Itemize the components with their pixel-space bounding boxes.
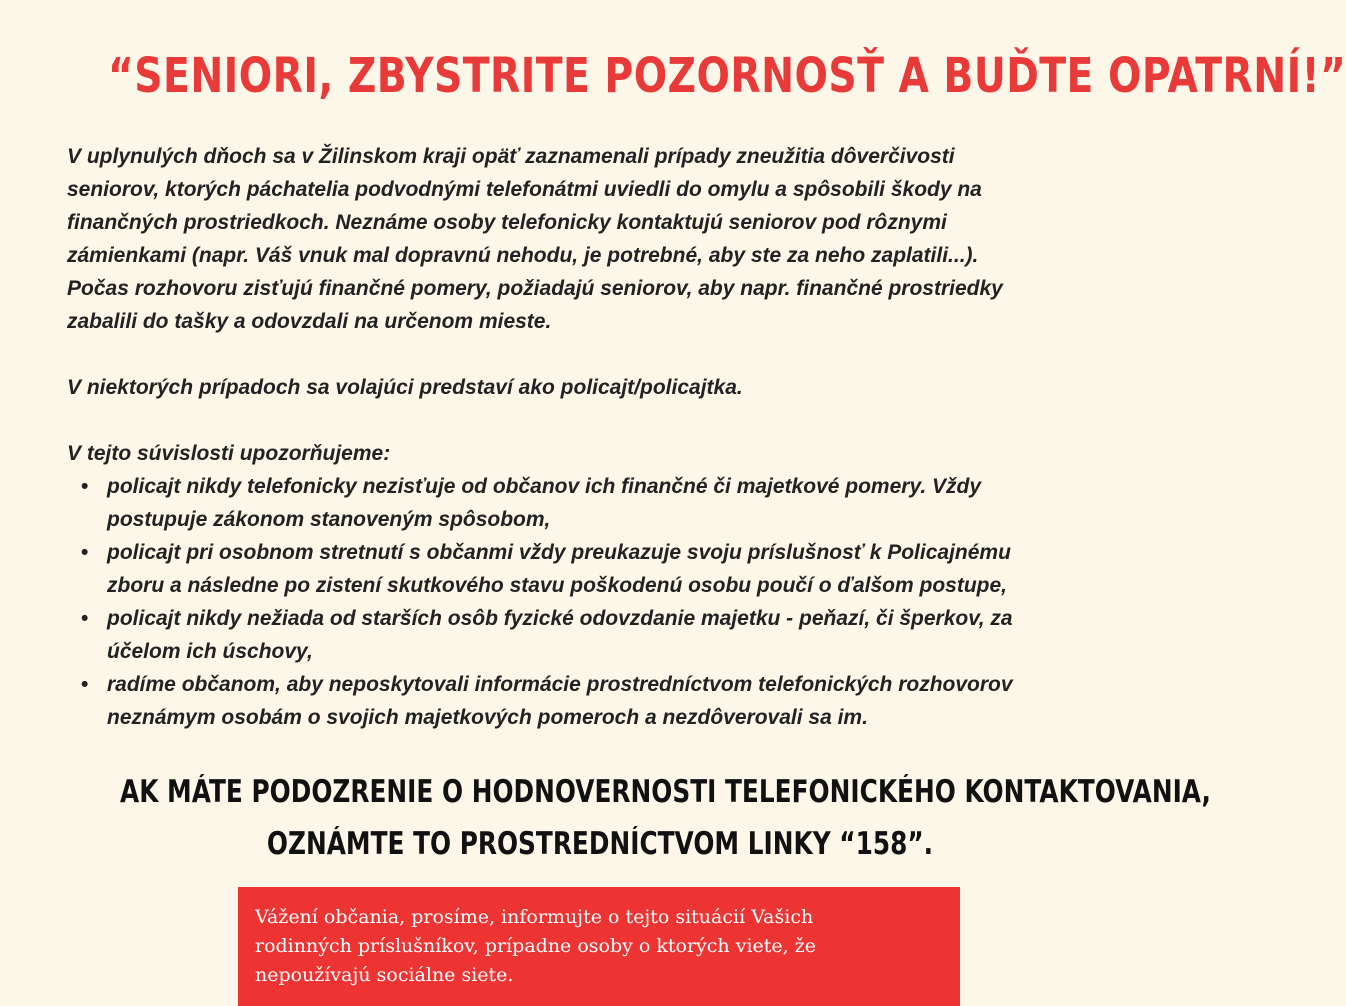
warning-item-line: policajt nikdy nežiada od starších osôb fyzické odovzdanie majetku - peňazí, či šperkov, za [107,607,1013,630]
police-note: V niektorých prípadoch sa volajúci predstaví ako policajt/policajtka. [67,376,743,399]
warning-item [107,470,1137,536]
call-to-action [0,766,1211,870]
warning-item [107,668,1137,734]
warning-item-line: účelom ich úschovy, [107,640,313,663]
warning-item-line: zboru a následne po zistení skutkového stavu poškodenú osobu poučí o ďalšom postupe, [107,574,1007,597]
page-title: “SENIORI, ZBYSTRITE POZORNOSŤ A BUĎTE OPATRNÍ!” [108,48,1346,104]
notice-line: Vážení občania, prosíme, informujte o tejto situácií Vašich [255,906,814,928]
notice-line: nepoužívajú sociálne siete. [255,964,514,986]
warning-item-line: policajt nikdy telefonicky nezisťuje od občanov ich finančné či majetkové pomery. Vždy [107,475,982,498]
call-to-action-line: AK MÁTE PODOZRENIE O HODNOVERNOSTI TELEFONICKÉHO KONTAKTOVANIA, [120,774,1211,810]
warning-item-line: neznámym osobám o svojich majetkových pomeroch a nezdôverovali sa im. [107,706,868,729]
intro-line: V uplynulých dňoch sa v Žilinskom kraji opäť zaznamenali prípady zneužitia dôverčivosti [67,145,955,168]
warning-item-line: policajt pri osobnom stretnutí s občanmi vždy preukazuje svoju príslušnosť k Policajnému [107,541,1011,564]
warning-heading: V tejto súvislosti upozorňujeme: [67,442,391,465]
intro-line: Počas rozhovoru zisťujú finančné pomery, požiadajú seniorov, aby napr. finančné prostriedky [67,277,1003,300]
notice-line: rodinných príslušníkov, prípadne osoby o ktorých viete, že [255,935,816,957]
warning-item [107,602,1137,668]
notice-box [238,887,960,1006]
intro-line: seniorov, ktorých páchatelia podvodnými telefonátmi uviedli do omylu a spôsobili škody na [67,178,982,201]
warning-item-line: postupuje zákonom stanoveným spôsobom, [107,508,551,531]
warning-list [67,470,1137,734]
warning-item [107,536,1137,602]
intro-line: finančných prostriedkoch. Neznáme osoby telefonicky kontaktujú seniorov pod rôznymi [67,211,947,234]
paragraph-gap [67,338,1137,371]
warning-item-line: radíme občanom, aby neposkytovali informácie prostredníctvom telefonických rozhovorov [107,673,1013,696]
intro-line: zabalili do tašky a odovzdali na určenom mieste. [67,310,552,333]
intro-line: zámienkami (napr. Váš vnuk mal dopravnú nehodu, je potrebné, aby ste za neho zaplatili...). [67,244,979,267]
intro-paragraph [67,140,1137,338]
paragraph-gap [67,404,1137,437]
main-content [67,140,1137,734]
call-to-action-line: OZNÁMTE TO PROSTREDNÍCTVOM LINKY “158”. [266,826,934,862]
